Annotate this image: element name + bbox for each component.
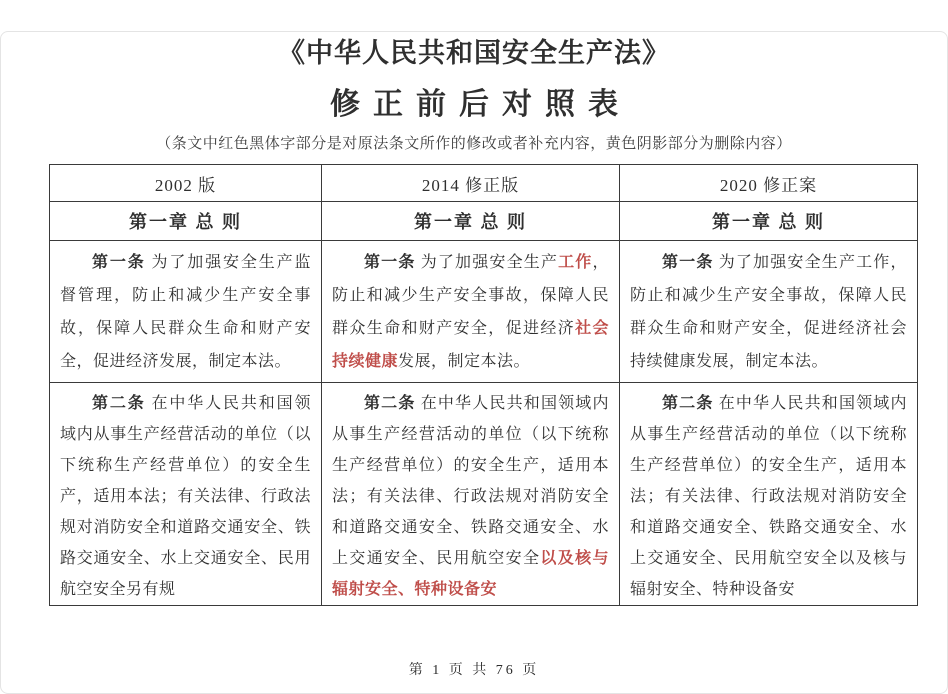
article-2-cell-2014 — [322, 383, 620, 606]
article-2-text-2014: 第二条 在中华人民共和国领域内从事生产经营活动的单位（以下统称生产经营单位）的安全生产，适用本法；有关法律、行政法规对消防安全和道路交通安全、铁路交通安全、水上交通安全、民用航空安全以及核与辐射安全、特种设备安 — [332, 395, 609, 598]
article-1-text-2002: 第一条 为了加强安全生产监督管理，防止和减少生产安全事故，保障人民群众生命和财产安全，促进经济发展，制定本法。 — [60, 254, 311, 370]
comparison-table — [49, 164, 918, 606]
article-1-text-2020: 第一条 为了加强安全生产工作，防止和减少生产安全事故，保障人民群众生命和财产安全，促进经济社会持续健康发展，制定本法。 — [630, 254, 907, 370]
chapter-title-row — [50, 202, 918, 241]
article-1-cell-2020 — [620, 241, 918, 383]
article-2-cell-2020 — [620, 383, 918, 606]
article-2-text-2020: 第二条 在中华人民共和国领域内从事生产经营活动的单位（以下统称生产经营单位）的安全生产，适用本法；有关法律、行政法规对消防安全和道路交通安全、铁路交通安全、水上交通安全、民用航空安全以及核与辐射安全、特种设备安 — [630, 395, 907, 598]
article-1-text-2014: 第一条 为了加强安全生产工作，防止和减少生产安全事故，保障人民群众生命和财产安全，促进经济社会持续健康发展，制定本法。 — [332, 254, 609, 370]
page-number: 第 1 页 共 76 页 — [408, 663, 540, 678]
version-header-row — [50, 165, 918, 202]
version-header-2014: 2014 修正版 — [322, 165, 620, 202]
version-header-2002: 2002 版 — [50, 165, 322, 202]
document-subtitle: 修正前后对照表 — [330, 88, 631, 121]
document-title: 《中华人民共和国安全生产法》 — [278, 38, 670, 68]
article-1-cell-2002 — [50, 241, 322, 383]
chapter-cell-2014: 第一章 总 则 — [322, 202, 620, 241]
version-header-2020: 2020 修正案 — [620, 165, 918, 202]
chapter-cell-2002: 第一章 总 则 — [50, 202, 322, 241]
article-2-text-2002: 第二条 在中华人民共和国领域内从事生产经营活动的单位（以下统称生产经营单位）的安全生产，适用本法；有关法律、行政法规对消防安全和道路交通安全、铁路交通安全、水上交通安全、民用航空安全另有规 — [60, 395, 311, 598]
chapter-cell-2020: 第一章 总 则 — [620, 202, 918, 241]
revision-legend-note: （条文中红色黑体字部分是对原法条文所作的修改或者补充内容，黄色阴影部分为删除内容） — [156, 136, 792, 152]
article-2-cell-2002 — [50, 383, 322, 606]
article-2-row — [50, 383, 918, 606]
article-1-row — [50, 241, 918, 383]
article-1-cell-2014 — [322, 241, 620, 383]
